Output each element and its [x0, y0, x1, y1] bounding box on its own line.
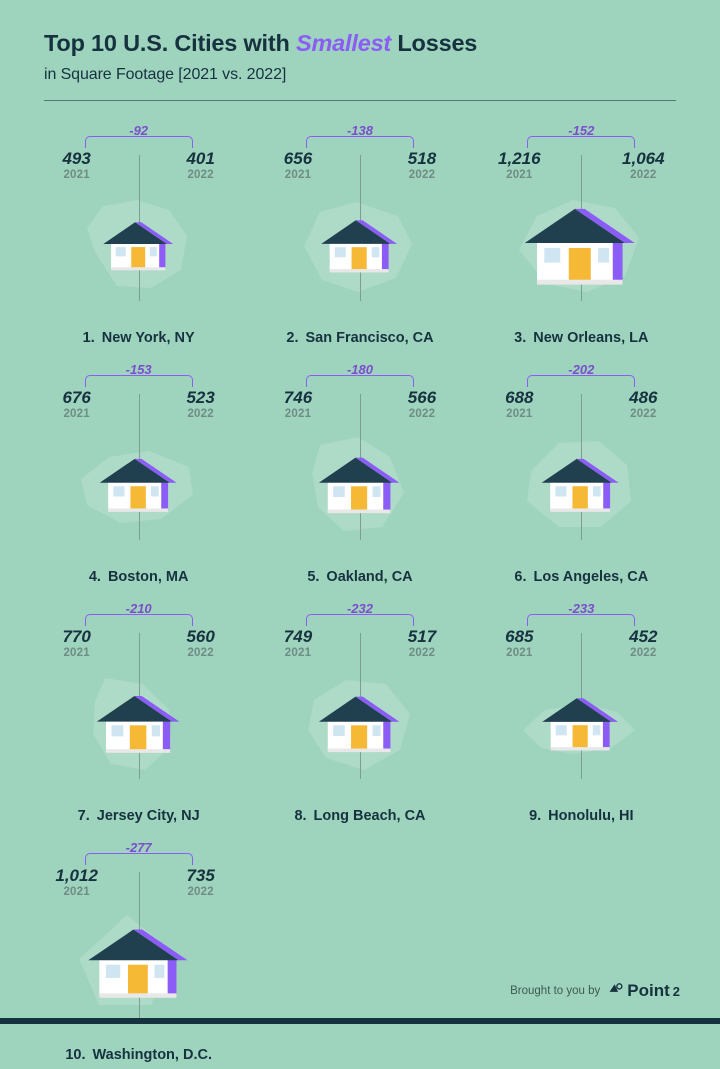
value-2021-year: 2021	[506, 646, 533, 659]
point2-brand-sup: 2	[672, 983, 680, 999]
bracket-shape	[527, 614, 635, 626]
value-2021-number: 685	[505, 627, 534, 647]
delta-bracket	[521, 123, 641, 147]
city-card	[249, 595, 470, 830]
value-2022	[159, 866, 243, 898]
brought-to-you-by-label: Brought to you by	[510, 985, 601, 997]
point2-logo[interactable]	[607, 980, 680, 1002]
value-2021-number: 770	[62, 627, 91, 647]
delta-value: -277	[125, 840, 152, 856]
value-2022	[159, 388, 243, 420]
city-name: Honolulu, HI	[548, 808, 634, 825]
value-2022-year: 2022	[630, 407, 657, 420]
value-2022-year: 2022	[630, 646, 657, 659]
city-card	[28, 834, 249, 1069]
delta-bracket	[300, 601, 420, 625]
value-2022-number: 1,064	[622, 149, 665, 169]
city-name: San Francisco, CA	[305, 330, 434, 347]
value-2021-year: 2021	[63, 407, 90, 420]
title-part-2: Losses	[391, 30, 478, 56]
value-2022	[601, 388, 685, 420]
point2-brand-text: Point	[627, 981, 670, 1000]
value-2021-number: 746	[283, 388, 313, 408]
city-illustration	[39, 667, 239, 785]
value-2021-number: 1,012	[55, 866, 98, 886]
value-2021-year: 2021	[63, 885, 90, 898]
value-2022-number: 401	[186, 149, 215, 169]
page-subtitle: in Square Footage [2021 vs. 2022]	[44, 66, 287, 84]
city-caption	[28, 1047, 249, 1063]
bracket-shape	[306, 136, 414, 148]
city-rank: 6.	[514, 569, 527, 586]
house-icon	[97, 216, 181, 280]
value-2022-number: 452	[629, 627, 658, 647]
city-rank: 5.	[307, 569, 320, 586]
city-illustration	[481, 428, 681, 546]
city-card	[28, 117, 249, 352]
city-card	[471, 356, 692, 591]
value-2022	[380, 149, 464, 181]
value-2021	[256, 149, 340, 181]
city-illustration	[260, 428, 460, 546]
delta-bracket	[79, 840, 199, 864]
page-title	[44, 30, 676, 57]
value-2021-year: 2021	[506, 407, 533, 420]
house-icon	[311, 451, 408, 524]
city-illustration	[39, 428, 239, 546]
bracket-shape	[85, 136, 193, 148]
value-2021-number: 493	[62, 149, 91, 169]
value-2021	[35, 627, 119, 659]
value-2022-year: 2022	[408, 646, 436, 659]
value-2022-year: 2022	[408, 168, 436, 181]
delta-value: -202	[568, 362, 595, 378]
value-2022-number: 517	[407, 627, 437, 647]
bracket-shape	[85, 375, 193, 387]
city-illustration	[260, 189, 460, 307]
city-caption	[249, 569, 470, 585]
value-2021-number: 676	[62, 388, 91, 408]
bracket-shape	[527, 136, 635, 148]
value-2022	[380, 627, 464, 659]
delta-value: -152	[568, 123, 595, 139]
city-name: Long Beach, CA	[313, 808, 426, 825]
city-illustration	[481, 189, 681, 307]
delta-value: -153	[125, 362, 152, 378]
value-2021	[35, 388, 119, 420]
city-rank: 9.	[529, 808, 542, 825]
value-2021-year: 2021	[506, 168, 533, 181]
city-rank: 7.	[77, 808, 90, 825]
city-name: Boston, MA	[107, 569, 189, 586]
value-2022	[159, 627, 243, 659]
city-card	[471, 117, 692, 352]
value-2022-number: 560	[186, 627, 215, 647]
delta-value: -180	[346, 362, 373, 378]
city-illustration	[39, 906, 239, 1024]
value-2021-number: 656	[283, 149, 313, 169]
value-2021	[256, 627, 340, 659]
bracket-shape	[306, 375, 414, 387]
city-rank: 3.	[514, 330, 527, 347]
bracket-shape	[85, 853, 193, 865]
city-rank: 8.	[294, 808, 307, 825]
delta-value: -210	[125, 601, 152, 617]
value-2022	[601, 627, 685, 659]
city-caption	[28, 808, 249, 824]
bracket-shape	[527, 375, 635, 387]
city-rank: 1.	[82, 330, 95, 347]
value-2021-number: 688	[505, 388, 534, 408]
value-2021	[477, 388, 561, 420]
value-2022-number: 566	[407, 388, 437, 408]
delta-value: -233	[568, 601, 595, 617]
house-icon	[92, 452, 185, 522]
value-2021-year: 2021	[63, 646, 90, 659]
city-caption	[249, 808, 470, 824]
city-name: Los Angeles, CA	[533, 569, 649, 586]
city-illustration	[39, 189, 239, 307]
value-2021-number: 1,216	[498, 149, 541, 169]
house-icon	[515, 199, 647, 297]
value-2022-number: 518	[407, 149, 437, 169]
city-card	[249, 356, 470, 591]
value-2022-number: 486	[629, 388, 658, 408]
city-name: Jersey City, NJ	[96, 808, 200, 825]
delta-bracket	[521, 362, 641, 386]
value-2021-year: 2021	[284, 646, 312, 659]
delta-bracket	[79, 362, 199, 386]
footer-credit	[510, 980, 680, 1002]
title-part-1: Top 10 U.S. Cities with	[44, 30, 296, 56]
header-divider	[44, 100, 676, 101]
value-2021-year: 2021	[63, 168, 90, 181]
city-card	[471, 595, 692, 830]
delta-bracket	[521, 601, 641, 625]
bottom-bar	[0, 1018, 720, 1024]
city-card	[28, 356, 249, 591]
value-2021-number: 749	[283, 627, 313, 647]
delta-bracket	[79, 601, 199, 625]
value-2021	[35, 149, 119, 181]
value-2022	[159, 149, 243, 181]
city-rank: 4.	[88, 569, 101, 586]
bracket-shape	[306, 614, 414, 626]
value-2022-year: 2022	[630, 168, 657, 181]
value-2021	[35, 866, 119, 898]
title-accent-word: Smallest	[296, 30, 392, 56]
value-2022-year: 2022	[187, 885, 214, 898]
city-rank: 2.	[286, 330, 299, 347]
value-2021	[477, 627, 561, 659]
delta-bracket	[300, 123, 420, 147]
value-2022-number: 523	[186, 388, 215, 408]
value-2021-year: 2021	[284, 168, 312, 181]
house-icon	[314, 214, 405, 283]
house-icon	[79, 921, 198, 1010]
city-name: Washington, D.C.	[92, 1047, 212, 1064]
delta-bracket	[79, 123, 199, 147]
value-2022-year: 2022	[187, 646, 214, 659]
house-icon	[536, 692, 627, 761]
value-2022-number: 735	[186, 866, 215, 886]
city-card	[28, 595, 249, 830]
city-caption	[471, 569, 692, 585]
city-caption	[28, 330, 249, 346]
city-caption	[249, 330, 470, 346]
delta-bracket	[300, 362, 420, 386]
city-illustration	[481, 667, 681, 785]
city-caption	[28, 569, 249, 585]
header	[0, 0, 720, 84]
delta-value: -232	[346, 601, 373, 617]
value-2021-year: 2021	[284, 407, 312, 420]
house-icon	[311, 690, 408, 763]
city-grid	[0, 117, 720, 1069]
delta-value: -92	[129, 123, 149, 139]
value-2021	[256, 388, 340, 420]
house-icon	[89, 689, 188, 764]
city-illustration	[260, 667, 460, 785]
value-2022-year: 2022	[408, 407, 436, 420]
bracket-shape	[85, 614, 193, 626]
value-2021	[477, 149, 561, 181]
value-2022-year: 2022	[187, 407, 214, 420]
city-name: New York, NY	[101, 330, 195, 347]
city-caption	[471, 808, 692, 824]
point2-logo-icon	[607, 980, 624, 1002]
delta-value: -138	[346, 123, 373, 139]
city-name: Oakland, CA	[326, 569, 413, 586]
city-rank: 10.	[65, 1047, 86, 1064]
value-2022	[380, 388, 464, 420]
city-name: New Orleans, LA	[533, 330, 649, 347]
city-card	[249, 117, 470, 352]
house-icon	[535, 452, 628, 522]
city-caption	[471, 330, 692, 346]
value-2022	[601, 149, 685, 181]
value-2022-year: 2022	[187, 168, 214, 181]
